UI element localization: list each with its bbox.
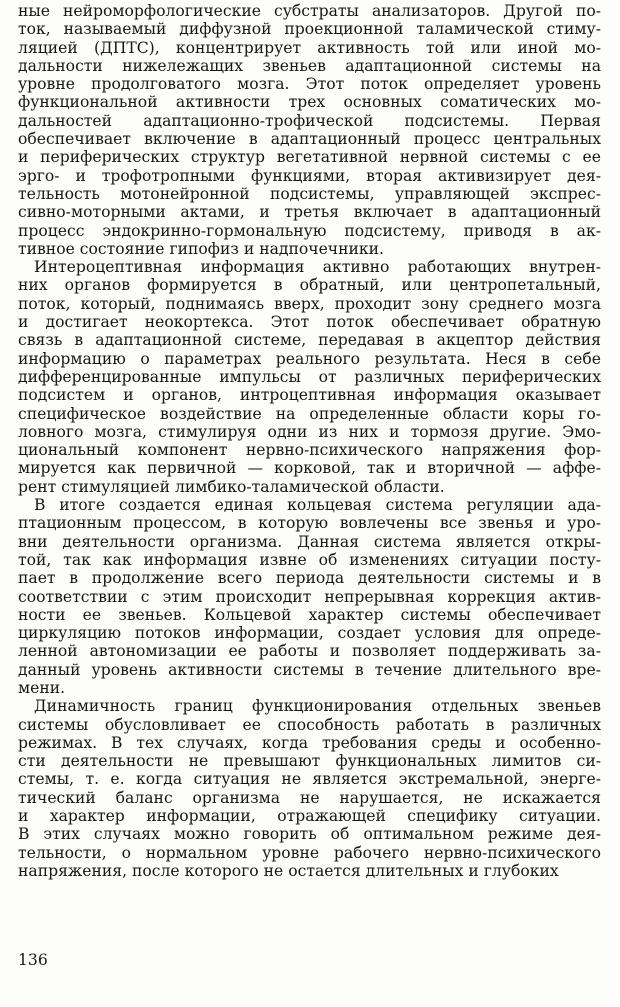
text-line: эрго- и трофотропными функциями, вторая активизирует дея- [18, 166, 601, 185]
text-line: функциональной активности трех основных соматических мо- [18, 93, 601, 112]
text-line: циональный компонент нервно-психического напряжения фор- [18, 441, 601, 460]
text-line: ности ее звеньев. Кольцевой характер системы обеспечивает [18, 605, 601, 624]
text-line: уровне продолговатого мозга. Этот поток определяет уровень [18, 75, 601, 94]
text-line: специфическое воздействие на определенные области коры го- [18, 404, 601, 423]
text-line: мируется как первичной — корковой, так и вторичной — аффе- [18, 459, 601, 478]
paragraph [18, 697, 601, 880]
text-line: тический баланс организма не нарушается, не искажается [18, 788, 601, 807]
text-line: стемы, т. е. когда ситуация не является экстремальной, энерге- [18, 770, 601, 789]
text-line: В итоге создается единая кольцевая система регуляции ада- [34, 496, 601, 515]
text-line: тивное состояние гипофиз и надпочечники. [18, 239, 385, 258]
text-line: сти деятельности не превышают функциональных лимитов си- [18, 752, 601, 771]
text-line: вни деятельности организма. Данная система является откры- [18, 532, 601, 551]
text-line: и периферических структур вегетативной нервной системы с ее [18, 148, 601, 167]
paragraph [18, 258, 601, 496]
text-line: соответствии с этим происходит непрерывная коррекция актив- [18, 587, 601, 606]
text-line: процесс эндокринно-гормональную подсистему, приводя в ак- [18, 221, 601, 240]
paragraph [18, 496, 601, 697]
text-line: птационным процессом, в которую вовлечены все звенья и уро- [18, 514, 601, 533]
text-line: поток, который, поднимаясь вверх, проходит зону среднего мозга [18, 294, 601, 313]
text-line: ловного мозга, стимулируя одни из них и тормозя другие. Эмо- [18, 422, 601, 441]
text-line: подсистем и органов, интроцептивная информация оказывает [18, 386, 601, 405]
text-line: тельности, о нормальном уровне рабочего нервно-психического [18, 843, 601, 862]
text-line: ляцией (ДПТС), концентрирует активность той или иной мо- [18, 38, 601, 57]
text-line: дальностей адаптационно-трофической подсистемы. Первая [18, 111, 601, 130]
text-line: мени. [18, 678, 66, 697]
text-line: и характер информации, отражающей специфику ситуации. [18, 807, 601, 826]
text-line: них органов формируется в обратный, или центропетальный, [18, 276, 601, 295]
text-line: напряжения, после которого не остается длительных и глубоких [18, 861, 559, 880]
body-text [18, 2, 601, 880]
text-line: пает в продолжение всего периода деятельности системы и в [18, 569, 601, 588]
text-line: ные нейроморфологические субстраты анализаторов. Другой по- [18, 2, 601, 20]
text-line: и достигает неокортекса. Этот поток обеспечивает обратную [18, 313, 601, 332]
text-line: ток, называемый диффузной проекционной таламической стиму- [18, 20, 601, 39]
text-line: дальности нижележащих звеньев адаптационной системы на [18, 56, 601, 75]
text-line: рент стимуляцией лимбико-таламической области. [18, 477, 445, 496]
text-line: обеспечивает включение в адаптационный процесс центральных [18, 130, 601, 149]
text-line: системы обусловливает ее способность работать в различных [18, 715, 601, 734]
text-line: режимах. В тех случаях, когда требования среды и особенно- [18, 733, 601, 752]
text-line: Динамичность границ функционирования отдельных звеньев [34, 697, 601, 716]
text-line: тельность мотонейронной подсистемы, управляющей экспрес- [18, 184, 601, 203]
text-line: В этих случаях можно говорить об оптимальном режиме дея- [18, 825, 601, 844]
text-line: сивно-моторными актами, и третья включает в адаптационный [18, 203, 601, 222]
text-line: ленной автономизации ее работы и позволяет поддерживать за- [18, 642, 601, 661]
text-line: той, так как информация извне об изменениях ситуации посту- [18, 550, 601, 569]
text-line: информацию о параметрах реального результата. Неся в себе [18, 349, 601, 368]
text-line: циркуляцию потоков информации, создает условия для опреде- [18, 624, 601, 643]
page-number: 136 [18, 951, 48, 969]
text-line: Интероцептивная информация активно работающих внутрен- [34, 258, 601, 277]
text-line: связь в адаптационной системе, передавая в акцептор действия [18, 331, 601, 350]
text-line: данный уровень активности системы в течение длительного вре- [18, 660, 601, 679]
text-line: дифференцированные импульсы от различных периферических [18, 367, 601, 386]
paragraph [18, 2, 601, 258]
